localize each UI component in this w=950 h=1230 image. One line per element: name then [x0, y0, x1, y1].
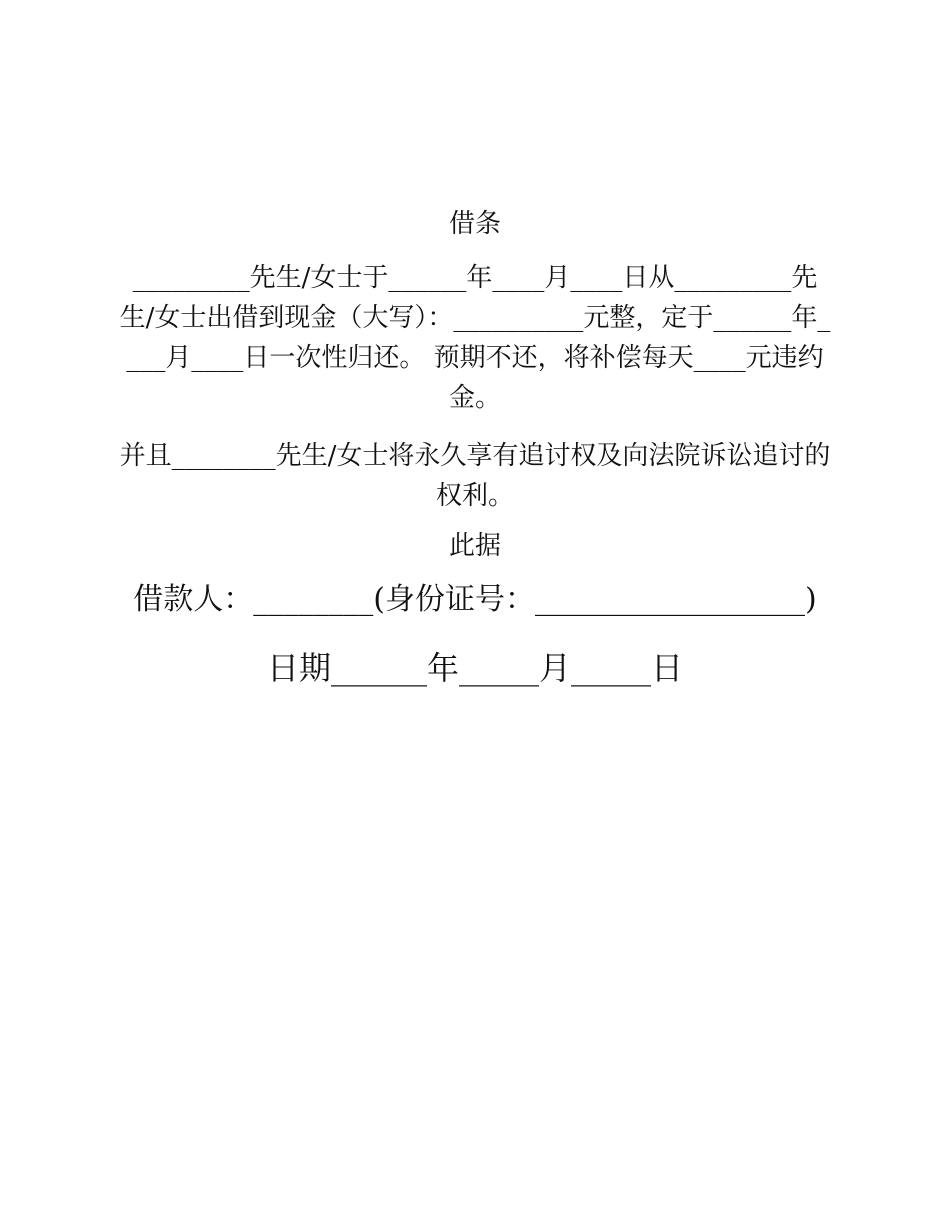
document-title: 借条: [448, 209, 501, 239]
borrower-line: 借款人：________(身份证号：__________________): [133, 582, 817, 617]
date-line: 日期______年_____月_____日: [266, 649, 683, 687]
basis-statement: 此据: [448, 531, 501, 561]
loan-terms-paragraph: _________先生/女士于______年____月____日从_________先生/女士出借到现金（大写）：__________元整，定于______年____月____日一次性归还。 预期不还，将补偿每天____元违约金。: [119, 263, 831, 413]
recovery-rights-paragraph: 并且________先生/女士将永久享有追讨权及向法院诉讼追讨的权利。: [119, 441, 831, 511]
